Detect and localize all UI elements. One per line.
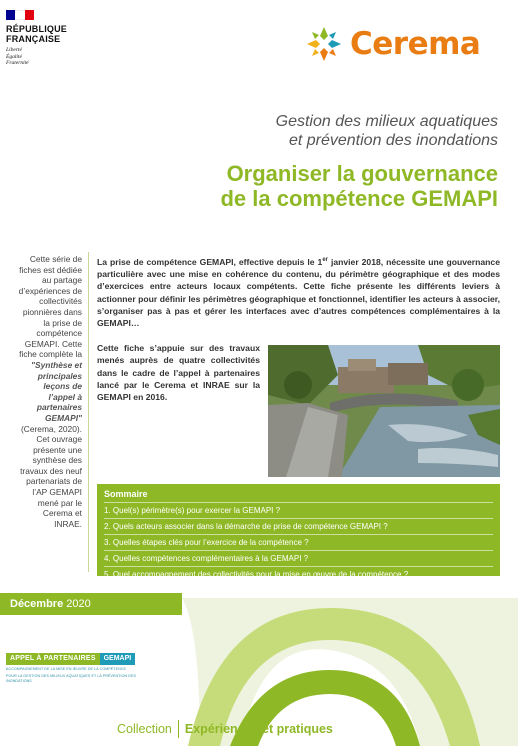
sidebar-text-1: Cette série de fiches est dédiée au partage d’expériences de collectivités pionnières dans la prise de compétence GEMAPI. Cette fiche complète la bbox=[18, 254, 82, 360]
lead-paragraph: Cette fiche s’appuie sur des travaux menés auprès de quatre collectivités dans le cadre de l’appel à partenaires lancé par le Cerema et INRAE sur la GEMAPI en 2016. bbox=[97, 343, 260, 403]
appel-subtitle-2: POUR LA GESTION DES MILIEUX AQUATIQUES ET LA PRÉVENTION DES INONDATIONS bbox=[6, 674, 136, 683]
collection-series: Expériences et pratiques bbox=[184, 722, 333, 736]
river-photo-illustration bbox=[268, 345, 500, 477]
toc-title: Sommaire bbox=[104, 489, 148, 499]
publication-date bbox=[0, 593, 182, 615]
river-photo bbox=[268, 345, 500, 477]
toc-item[interactable]: 2. Quels acteurs associer dans la démarche de prise de compétence GEMAPI ? bbox=[104, 518, 493, 532]
document-title bbox=[158, 161, 498, 211]
toc-item[interactable]: 5. Quel accompagnement des collectivités pour la mise en œuvre de la compétence ? bbox=[104, 566, 493, 580]
collection-footer bbox=[117, 718, 333, 740]
intro-text-1: La prise de compétence GEMAPI, effective depuis le 1 bbox=[97, 256, 323, 267]
date-month: Décembre bbox=[10, 598, 64, 610]
appel-label: APPEL À PARTENAIRES bbox=[6, 653, 100, 665]
cerema-logo bbox=[304, 22, 480, 66]
toc-item[interactable]: 4. Quelles compétences complémentaires à la GEMAPI ? bbox=[104, 550, 493, 564]
republique-line-2: FRANÇAISE bbox=[6, 34, 61, 44]
date-year: 2020 bbox=[66, 598, 91, 610]
motto bbox=[6, 47, 86, 67]
collection-label: Collection bbox=[117, 722, 172, 736]
sidebar-text-2: (Cerema, 2020). Cet ouvrage présente une synthèse des travaux des neuf partenariats de l’AP GEMAPI mené par le Cerema et INRAE. bbox=[20, 423, 82, 529]
intro-text-2: janvier 2018, nécessite une gouvernance particulière avec une mise en cohérence du contenu, du périmètre géographique et des modes d’exercices entre acteurs locaux compétents. Cette fiche présente les différents leviers à actionner pour définir les périmètres géographique et fonctionnel, identifier les acteurs à associer, s’organiser pas à pas et gérer les interfaces avec d’autres compétences complémentaires à la GEMAPI… bbox=[97, 256, 500, 329]
appel-tag: GEMAPI bbox=[100, 653, 136, 665]
republique-francaise-logo bbox=[6, 10, 86, 67]
french-flag-icon bbox=[6, 10, 34, 20]
sidebar-emphasis: "Synthèse et principales leçons de l’appel à partenaires GEMAPI" bbox=[31, 359, 82, 423]
motto-liberte: Liberté bbox=[6, 47, 22, 53]
cerema-wordmark: Cerema bbox=[350, 26, 481, 62]
cerema-mark-icon bbox=[304, 24, 344, 64]
column-divider bbox=[88, 252, 89, 572]
intro-paragraph bbox=[97, 254, 500, 330]
appel-subtitle-1: ACCOMPAGNEMENT DE LA MISE EN ŒUVRE DE LA COMPÉTENCE bbox=[6, 667, 126, 671]
subtitle-line-1: Gestion des milieux aquatiques bbox=[275, 113, 498, 130]
motto-fraternite: Fraternité bbox=[6, 60, 29, 66]
motto-egalite: Égalité bbox=[6, 53, 22, 60]
toc-item[interactable]: 3. Quelles étapes clés pour l’exercice de la compétence ? bbox=[104, 534, 493, 548]
document-subtitle bbox=[198, 112, 498, 150]
subtitle-line-2: et prévention des inondations bbox=[288, 132, 498, 149]
intro-superscript: er bbox=[322, 257, 328, 263]
appel-banner bbox=[6, 653, 156, 665]
title-line-1: Organiser la gouvernance bbox=[226, 161, 498, 186]
sidebar-note bbox=[18, 254, 82, 529]
republique-line-1: RÉPUBLIQUE bbox=[6, 24, 68, 34]
appel-partenaires-logo bbox=[6, 653, 156, 684]
table-of-contents bbox=[97, 484, 500, 579]
toc-item[interactable]: 1. Quel(s) périmètre(s) pour exercer la GEMAPI ? bbox=[104, 502, 493, 516]
title-line-2: de la compétence GEMAPI bbox=[220, 186, 498, 211]
collection-divider bbox=[178, 720, 179, 738]
